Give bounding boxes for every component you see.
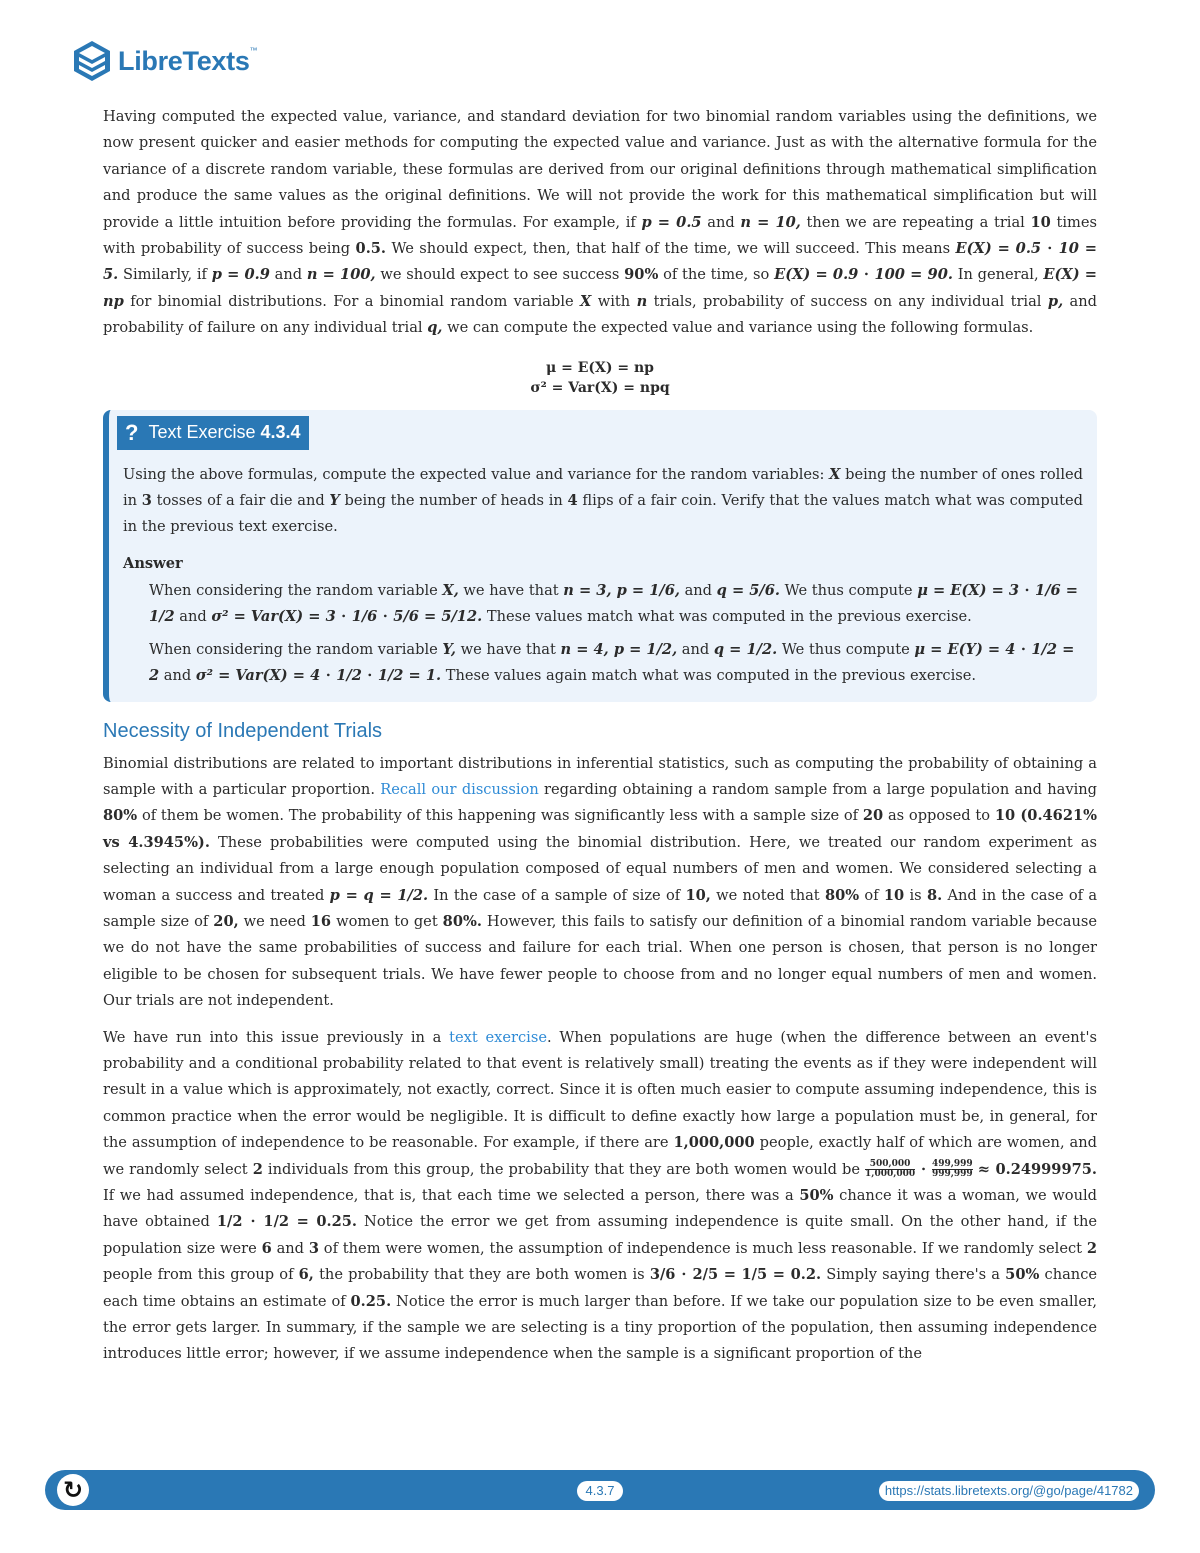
page-footer (45, 1470, 1155, 1510)
fraction-2: $\frac{499,999}{999,999}$ (931, 1159, 973, 1180)
cc-icon[interactable]: ↻ (57, 1474, 89, 1506)
formula-variance: σ² = Var(X) = npq (530, 379, 670, 396)
answer-paragraph-y: When considering the random variable Y, we have that n = 4, p = 1/2, and q = 1/2. We thus compute μ = E(Y) = 4 ⋅ 1/2 = 2 and σ² = Var(X) = 4 ⋅ 1/2 ⋅ 1/2 = 1. These values again match what was computed in the previous exercise. (149, 640, 1075, 685)
answer-paragraph-x: When considering the random variable X, we have that n = 3, p = 1/6, and q = 5/6. We thus compute μ = E(X) = 3 ⋅ 1/6 = 1/2 and σ² = Var(X) = 3 ⋅ 1/6 ⋅ 5/6 = 5/12. These values match what was computed in the previous exercise. (149, 581, 1078, 626)
question-icon: ? (125, 419, 139, 445)
formula-expected-value: μ = E(X) = np (546, 359, 654, 376)
libretexts-logo[interactable] (72, 40, 257, 82)
section-paragraph-2: We have run into this issue previously in a text exercise. When populations are huge (when the difference between an event's probability and a conditional probability related to that event is relatively small) treating the events as if they were independent will result in a value which is approximately, not exactly, correct. Since it is often much easier to compute assuming independence, this is common practice when the error would be negligible. It is difficult to define exactly how large a population must be, in general, for the assumption of independence to be reasonable. For example, if there are 1,000,000 people, exactly half of which are women, and we randomly select 2 individuals from this group, the probability that they are both women would be $\frac{500,000}{1,000,000}$ ⋅ $\frac{499,999}{999,999}$ ≈ 0.24999975. If we had assumed independence, that is, that each time we selected a person, there was a 50% chance it was a woman, we would have obtained 1/2 ⋅ 1/2 = 0.25. Notice the error we get from assuming independence is quite small. On the other hand, if the population size were 6 and 3 of them were women, the assumption of independence is much less reasonable. If we randomly select 2 people from this group of 6, the probability that they are both women is 3/6 ⋅ 2/5 = 1/5 = 0.2. Simply saying there's a 50% chance each time obtains an estimate of 0.25. Notice the error is much larger than before. If we take our population size to be even smaller, the error gets larger. In summary, if the sample we are selecting is a tiny proportion of the population, then assuming independence introduces little error; however, if we assume independence when the sample is a significant proportion of the (103, 1028, 1098, 1363)
answer-toggle[interactable]: Answer (123, 554, 183, 572)
fraction-1: $\frac{500,000}{1,000,000}$ (865, 1159, 916, 1180)
libretexts-logo-icon (72, 40, 112, 82)
main-content (103, 104, 1097, 1368)
exercise-label: Text Exercise 4.3.4 (148, 422, 301, 443)
text-exercise-link[interactable]: text exercise (449, 1028, 547, 1046)
formula-block (103, 358, 1097, 398)
intro-paragraph: Having computed the expected value, variance, and standard deviation for two binomial random variables using the definitions, we now present quicker and easier methods for computing the expected value and variance. Just as with the alternative formula for the variance of a discrete random variable, these formulas are derived from our original definitions through mathematical simplification and produce the same values as the original definitions. We will not provide the work for this mathematical simplification but will provide a little intuition before providing the formulas. For example, if p = 0.5 and n = 10, then we are repeating a trial 10 times with probability of success being 0.5. We should expect, then, that half of the time, we will succeed. This means E(X) = 0.5 ⋅ 10 = 5. Similarly, if p = 0.9 and n = 100, we should expect to see success 90% of the time, so E(X) = 0.9 ⋅ 100 = 90. In general, E(X) = np for binomial distributions. For a binomial random variable X with n trials, probability of success on any individual trial p, and probability of failure on any individual trial q, we can compute the expected value and variance using the following formulas. (103, 108, 1098, 337)
page-url-link[interactable]: https://stats.libretexts.org/@go/page/41782 (879, 1481, 1139, 1501)
section-heading: Necessity of Independent Trials (103, 719, 383, 742)
exercise-question: Using the above formulas, compute the expected value and variance for the random variables: X being the number of ones rolled in 3 tosses of a fair die and Y being the number of heads in 4 flips of a fair coin. Verify that the values match what was computed in the previous text exercise. (123, 465, 1083, 536)
exercise-tag (117, 416, 309, 450)
logo-text: LibreTexts™ (118, 45, 258, 76)
answer-content (149, 578, 1083, 690)
section-paragraph-1: Binomial distributions are related to important distributions in inferential statistics, such as computing the probability of obtaining a sample with a particular proportion. Recall our discussion regarding obtaining a random sample from a large population and having 80% of them be women. The probability of this happening was significantly less with a sample size of 20 as opposed to 10 (0.4621% vs 4.3945%). These probabilities were computed using the binomial distribution. Here, we treated our random experiment as selecting an individual from a large enough population composed of equal numbers of men and women. We considered selecting a woman a success and treated p = q = 1/2. In the case of a sample of size of 10, we noted that 80% of 10 is 8. And in the case of a sample size of 20, we need 16 women to get 80%. However, this fails to satisfy our definition of a binomial random variable because we do not have the same probabilities of success and failure for each trial. When one person is chosen, that person is no longer eligible to be chosen for subsequent trials. We have fewer people to choose from and no longer equal numbers of men and women. Our trials are not independent. (103, 754, 1098, 1010)
recall-discussion-link[interactable]: Recall our discussion (380, 780, 539, 798)
text-exercise-box (103, 410, 1097, 702)
page-number: 4.3.7 (577, 1481, 623, 1501)
